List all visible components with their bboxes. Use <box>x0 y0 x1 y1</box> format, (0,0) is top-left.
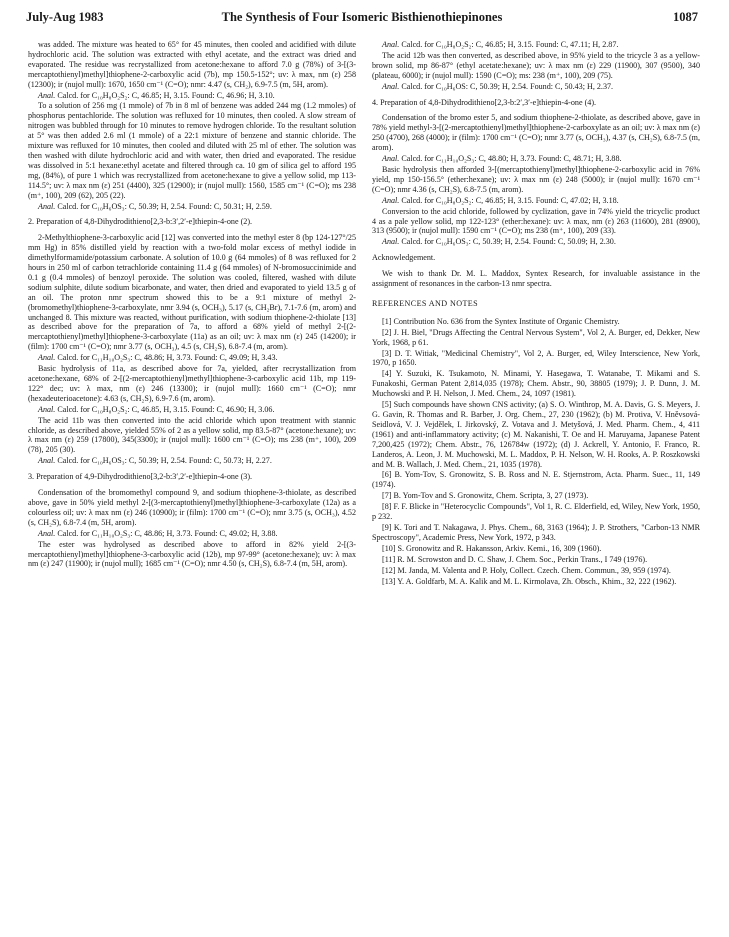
analysis-text: Calcd. for C₁₀H₈O₂S₂: C, 46.85; H, 3.15. Found: C, 47.02; H, 3.18. <box>401 195 619 205</box>
page-number: 1087 <box>673 10 698 24</box>
analysis-text: Calcd. for C₁₀H₈O₂S₂: C, 46.85, H, 3.15. Found: C, 46.90; H, 3.06. <box>57 404 275 414</box>
body-paragraph: Condensation of the bromomethyl compound 9, and sodium thiophene-3-thiolate, as described above, gave in 50% yield methyl 2-[(3-mercaptothienyl)methyl]thiophene-3-carboxylate (12a) as a colourless oil; uv: λ max nm (ε) 246 (10900); ir (film): 1700 cm⁻¹ (C=O); nmr 3.75 (s, OCH₃), 4.52 (s, CH₂S), 6.8-7.4 (m, 5H, arom). <box>28 488 356 527</box>
reference-item: [10] S. Gronowitz and R. Hakansson, Arkiv. Kemi., 16, 309 (1960). <box>382 543 602 553</box>
analysis-label: Anal. <box>38 456 56 466</box>
reference-item: [13] Y. A. Goldfarb, M. A. Kalik and M. L. Kirmolava, Zh. Obsch., Khim., 32, 222 (1962). <box>382 576 677 586</box>
journal-date: July-Aug 1983 <box>26 10 104 24</box>
reference-item: [2] J. H. Biel, "Drugs Affecting the Central Nervous System", Vol 2, A. Burger, ed, Dekker, New York, 1968, p 61. <box>372 327 700 347</box>
body-paragraph: Conversion to the acid chloride, followed by cyclization, gave in 74% yield the tricyclic product 4 as a pale yellow solid, mp 122-123° (ether:hexane): uv: λ max, nm (ε) 263 (11600), 281 (8900), 313 (9500); ir (nujol mull): 1590 cm⁻¹ (C=O); ms 238 (m⁺, 100), 209 (33). <box>372 206 700 236</box>
elemental-analysis <box>28 202 356 212</box>
reference-item: [6] B. Yom-Tov, S. Gronowitz, S. B. Ross and N. E. Stjernstrom, Acta. Pharm. Suec., 11, 149 (1974). <box>372 470 700 490</box>
analysis-label: Anal. <box>382 195 400 205</box>
reference-item: [5] Such compounds have shown CNS activity; (a) S. O. Winthrop, M. A. Davis, G. S. Meyers, J. G. Gavin, R. Thomas and R. Barber, J. Org. Chem., 27, 230 (1962); (b) M. Protiva, V. Hněvsová-Seidlová, V. J. Vejdělek, I. Jirkovský, Z. Votava and J. Metyšová, J. Med. Pharm. Chem., 4, 411 (1961) and anti-inflammatory activity; (c) M. Nakanishi, T. Oe and H. Maruyama, Japanese Patent 7,200,425 (1972); Chem. Abstr., 76, 126784w (1972); (d) J. Ackrell, Y. Antonio, F. Franco, R. Landeros, A. Leon, J. M. Muchowski, M. L. Maddox, P. H. Nelson, W. H. Rooks, A. P. Roszkowski and M. B. Wallach, J. Med. Chem., 21, 1035 (1978). <box>372 400 700 469</box>
analysis-text: Calcd. for C₁₀H₆OS₃: C, 50.39; H, 2.54. Found: C, 50.73; H, 2.27. <box>57 456 272 466</box>
elemental-analysis <box>28 405 356 415</box>
elemental-analysis <box>372 40 700 50</box>
reference-item: [12] M. Janda, M. Valenta and P. Holy, Collect. Czech. Chem. Commun., 39, 959 (1974). <box>382 565 671 575</box>
analysis-text: Calcd. for C₁₀H₆OS: C, 50.39; H, 2.54. Found: C, 50.43; H, 2.37. <box>401 81 614 91</box>
analysis-label: Anal. <box>382 40 400 49</box>
left-column <box>28 40 356 570</box>
analysis-label: Anal. <box>38 201 56 211</box>
page-header <box>26 10 698 32</box>
elemental-analysis <box>372 154 700 164</box>
body-paragraph: We wish to thank Dr. M. L. Maddox, Syntex Research, for invaluable assistance in the assignment of resonances in the carbon-13 nmr spectra. <box>372 269 700 289</box>
elemental-analysis <box>28 456 356 466</box>
reference-item: [11] R. M. Scrowston and D. C. Shaw, J. Chem. Soc., Perkin Trans., I 749 (1976). <box>382 554 648 564</box>
analysis-label: Anal. <box>38 528 56 538</box>
body-paragraph: The acid 12b was then converted, as described above, in 95% yield to the tricycle 3 as a yellow-brown solid, mp 86-87° (ethyl acetate:hexane); uv: λ max nm (ε) 229 (11900), 307 (9500), 340 (plateau, 6000); ir (nujol mull): 1590 (C=O); ms: 238 (m⁺, 100), 209 (75). <box>372 50 700 80</box>
body-paragraph: was added. The mixture was heated to 65° for 45 minutes, then cooled and acidified with dilute hydrochloric acid. The solution was extracted with ethyl acetate, and the extract was dried and evaporated. The residue was recrystallized from acetone:hexane to afford 7.0 g (78%) of 3-[(3-mercaptothienyl)methyl]thiophene-2-carboxylic acid (7b), mp 150.5-152°; uv: λ max, nm (ε) 258 (12300); ir (nujol mull): 1670, 1650 cm⁻¹ (C=O); nmr: 4.47 (s, CH₂), 6.9-7.5 (m, 5H, arom). <box>28 40 356 89</box>
section-heading: 3. Preparation of 4,9-Dihydrodithieno[3,2-b:3′,2′-e]thiepin-4-one (3). <box>28 472 253 482</box>
reference-item: [7] B. Yom-Tov and S. Gronowitz, Chem. Scripta, 3, 27 (1973). <box>382 491 589 501</box>
acknowledgement-heading: Acknowledgement. <box>372 253 436 263</box>
body-paragraph: 2-Methylthiophene-3-carboxylic acid [12] was converted into the methyl ester 8 (bp 124-127°/25 mm Hg) in 85% distilled yield by reaction with a two-fold molar excess of methyl iodide in dimethylformamide/potassium carbonate. A solution of 10.0 g (64 mmoles) of 8 was refluxed for 2 hours in 250 ml of carbon tetrachloride containing 11.4 g (64 mmoles) of N-bromosuccinimide and 0.1 g (0.4 mmoles) of benzoyl peroxide. The solution was cooled, filtered, washed with dilute sodium sulphite, dilute sodium bicarbonate, and water, then dried and evaporated to yield 13.5 g of an oil. The proton nmr spectrum showed this to be a 9:1 mixture of methyl 2-(bromomethyl)thiophene-3-carboxylate, nmr 3.94 (s, OCH₃), 5.17 (s, CH₂Br), 7.1-7.6 (m, arom) and unchanged 8. This mixture was reacted, without purification, with sodium thiophene-2-thiolate [13] as described above for the preparation of 7a, to afford a 68% yield of methyl 2-[(2-mercaptothienyl)methyl]thiophene-3-carboxylate (11a) as an oil; uv: λ max nm (ε) 245 (14200); ir (film): 1700 cm⁻¹ (C=O); nmr 3.77 (s, OCH₃), 4.5 (s, CH₂S), 6.8-7.4 (m, arom). <box>28 233 356 352</box>
elemental-analysis <box>28 91 356 101</box>
body-paragraph: Condensation of the bromo ester 5, and sodium thiophene-2-thiolate, as described above, gave in 78% yield methyl-3-[(2-mercaptothienyl)methyl]thiophene-2-carboxylate as an oil; uv: λ max nm (ε) 250 (4700), 268 (4000); ir (film): 1700 cm⁻¹ (C=O); nmr 3.77 (s, OCH₃), 4.37 (s, CH₂S), 6.8-7.5 (m, arom). <box>372 113 700 153</box>
reference-item: [8] F. F. Blicke in "Heterocyclic Compounds", Vol 1, R. C. Elderfield, ed, Wiley, New York, 1950, p 232. <box>372 502 700 522</box>
section-heading: 4. Preparation of 4,8-Dihydrodithieno[2,3-b:2′,3′-e]thiepin-4-one (4). <box>372 97 597 107</box>
body-paragraph: The acid 11b was then converted into the acid chloride which upon treatment with stannic chloride, as described above, yielded 55% of 2 as a yellow solid, mp 83.5-87° (acetone:hexane); uv: λ max nm (ε) 259 (17800), 345(3300); ir (nujol mull): 1600 cm⁻¹ (C=O); ms 238 (m⁺, 100), 209 (78), 205 (30). <box>28 415 356 455</box>
body-paragraph: To a solution of 256 mg (1 mmole) of 7b in 8 ml of benzene was added 244 mg (1.2 mmoles) of phosphorus pentachloride. The solution was refluxed for 10 minutes, then cooled. A slow stream of nitrogen was bubbled through for 10 minutes to remove hydrogen chloride. To the resultant solution at 5° was then added 2.6 ml (1 mmole) of a 22:1 mixture of benzene and stannic chloride. The mixture was refluxed for 10 minutes, then cooled and diluted with 25 ml of ether. The solution was then washed with dilute hydrochloric acid and with water, then dried and evaporated. The residue was dissolved in 5:1 hexane:ethyl acetate and filtered through ca. 10 gm of silica gel to afford 195 mg, (84%), of pure 1 which was recrystallized from acetone:hexane to give a yellow solid, mp 113-114.5°; uv: λ max nm (ε) 251 (4400), 325 (12900); ir (nujol mull): 1560, 1585 cm⁻¹ (C=O); ms 238 (m⁺, 100), 209 (62), 205 (22). <box>28 101 356 200</box>
running-title: The Synthesis of Four Isomeric Bisthienothiepinones <box>221 10 503 24</box>
elemental-analysis <box>372 196 700 206</box>
elemental-analysis <box>28 353 356 363</box>
reference-item: [9] K. Tori and T. Nakagawa, J. Phys. Chem., 68, 3163 (1964); J. P. Strothers, "Carbon-13 NMR Spectroscopy", Academic Press, New York, 1972, p 343. <box>372 522 700 542</box>
analysis-text: Calcd. for C₁₁H₁₀O₂S₃: C, 48.86; H, 3.73. Found: C, 49.02; H, 3.88. <box>57 528 278 538</box>
elemental-analysis <box>372 82 700 92</box>
section-heading: 2. Preparation of 4,8-Dihydrodithieno[2,3-b:3′,2′-e]thiepin-4-one (2). <box>28 217 253 227</box>
analysis-text: Calcd. for C₁₀H₆OS₃: C, 50.39; H, 2.54. Found: C, 50.31; H, 2.59. <box>57 201 272 211</box>
elemental-analysis <box>372 237 700 247</box>
body-paragraph: The ester was hydrolysed as described above to afford in 82% yield 2-[(3-mercaptothienyl)methyl]thiophene-3-carboxylic acid (12b), mp 97-99° (acetone:hexane); uv: λ max nm (ε) 247 (11900); ir (nujol mull); 1685 cm⁻¹ (C=O); nmr 4.50 (s, CH₂S), 6.8-7.4 (m, 5H, arom). <box>28 539 356 569</box>
right-column <box>372 40 700 587</box>
analysis-text: Calcd. for C₁₀H₆OS₃: C, 50.39; H, 2.54. Found: C, 50.09; H, 2.30. <box>401 237 616 247</box>
analysis-text: Calcd. for C₁₁H₁₀O₂S₃: C, 48.80; H, 3.73. Found: C, 48.71; H, 3.88. <box>401 154 622 164</box>
analysis-text: Calcd. for C₁₁H₁₀O₂S₃: C, 48.86; H, 3.73. Found: C, 49.09; H, 3.43. <box>57 353 278 363</box>
analysis-label: Anal. <box>38 404 56 414</box>
reference-item: [4] Y. Suzuki, K. Tsukamoto, N. Minami, Y. Hasegawa, T. Watanabe, T. Mikami and S. Funakoshi, German Patent 2,814,035 (1978); Chem. Abstr., 90, 38805 (1979); J. P. Dunn, J. M. Muchowski and P. H. Nelson, J. Med. Chem., 24, 1097 (1981). <box>372 369 700 399</box>
body-paragraph: Basic hydrolysis then afforded 3-[(mercaptothienyl)methyl]thiophene-2-carboxylic acid in 76% yield, mp 150-156.5° (ether:hexane); uv: λ max nm (ε) 248 (5000); ir (nujol mull): 1670 cm⁻¹ (C=O); nmr 4.36 (s, CH₂S), 6.8-7.5 (m, arom). <box>372 164 700 194</box>
analysis-label: Anal. <box>38 90 56 100</box>
analysis-text: Calcd. for C₁₀H₈O₂S₂: C, 46.85; H, 3.15. Found: C, 46.96; H, 3.10. <box>57 90 275 100</box>
reference-item: [3] D. T. Witiak, "Medicinal Chemistry", Vol 2, A. Burger, ed, Wiley Interscience, New York, 1970, p 1650. <box>372 348 700 368</box>
analysis-text: Calcd. for C₁₀H₈O₂S₂: C, 46.85; H, 3.15. Found: C, 47.11; H, 2.87. <box>401 40 619 49</box>
references-heading: REFERENCES AND NOTES <box>372 298 479 308</box>
analysis-label: Anal. <box>38 353 56 363</box>
reference-item: [1] Contribution No. 636 from the Syntex Institute of Organic Chemistry. <box>382 316 620 326</box>
analysis-label: Anal. <box>382 237 400 247</box>
analysis-label: Anal. <box>382 81 400 91</box>
analysis-label: Anal. <box>382 154 400 164</box>
elemental-analysis <box>28 529 356 539</box>
body-paragraph: Basic hydrolysis of 11a, as described above for 7a, yielded, after recrystallization from acetone:hexane, 68% of 2-[(2-mercaptothienyl)methyl]thiophene-3-carboxylic acid 11b, mp 119-122° dec; uv: λ max, nm (ε) 246 (13300); ir (nujol mull): 1660 cm⁻¹ (C=O); nmr (hexadeuterioacetone): 4.63 (s, CH₂S), 6.9-7.6 (m, arom). <box>28 364 356 403</box>
